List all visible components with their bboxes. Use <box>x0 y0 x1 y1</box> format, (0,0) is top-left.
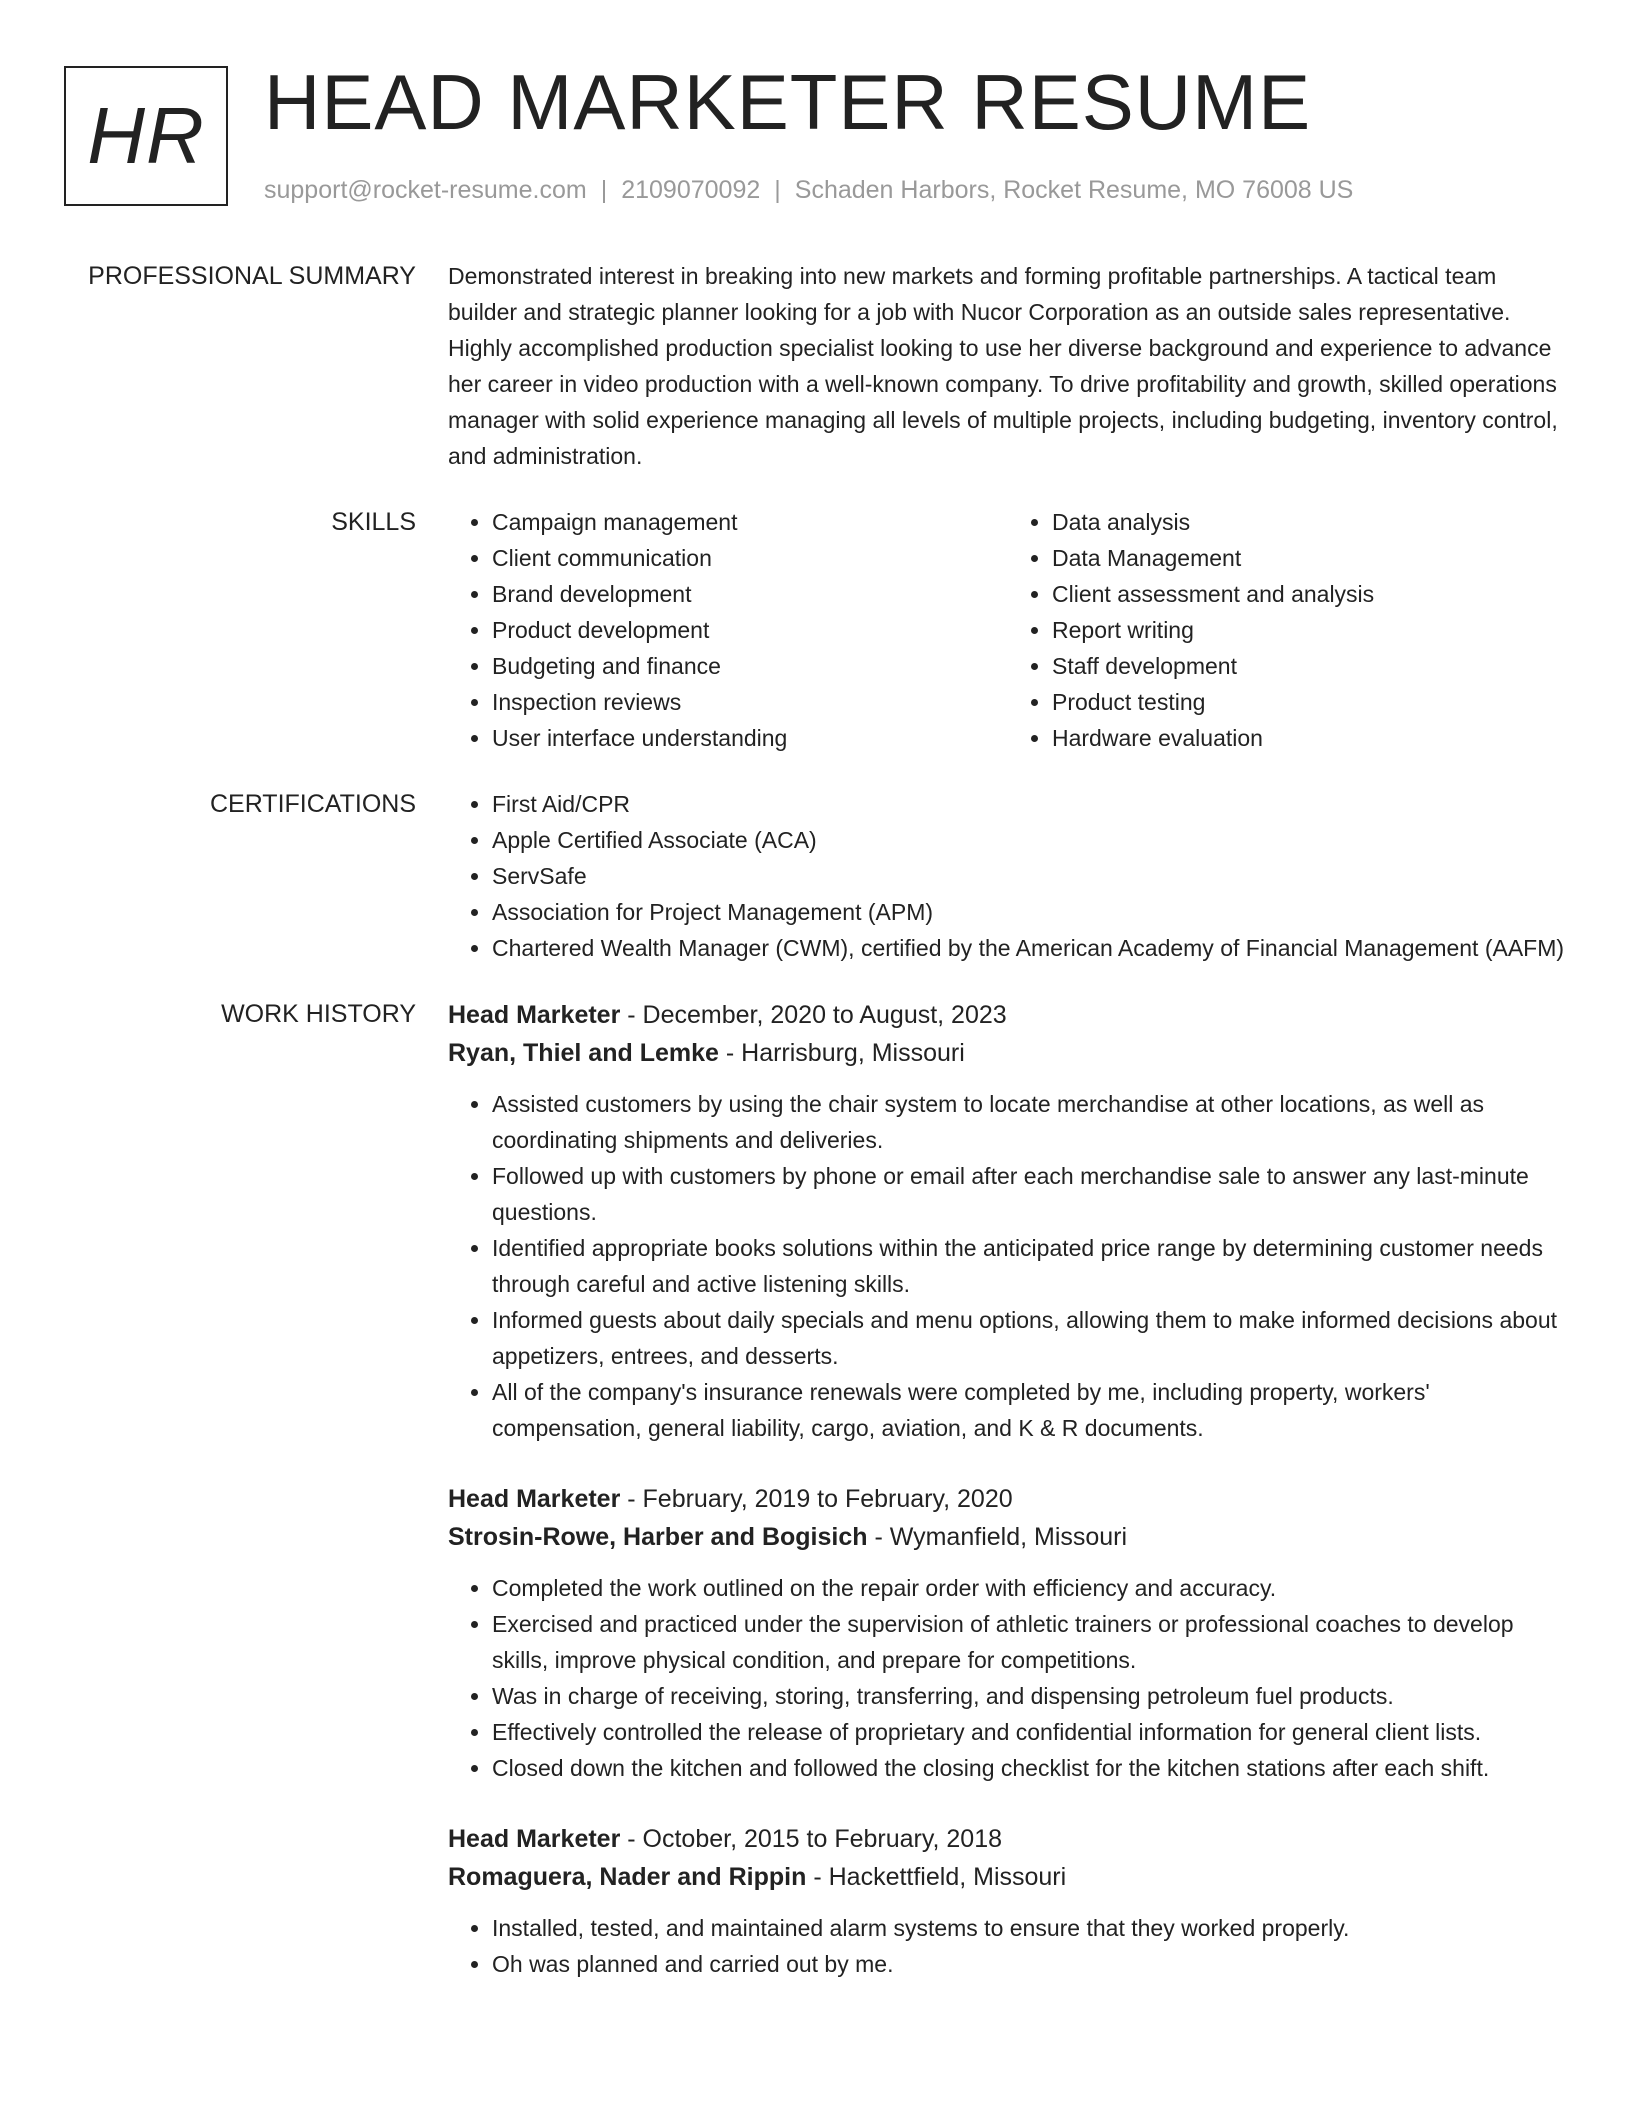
skill-item: • Hardware evaluation <box>1052 720 1568 756</box>
job-bullet: • Oh was planned and carried out by me. <box>492 1946 1568 1982</box>
certification-item: • Apple Certified Associate (ACA) <box>492 822 1568 858</box>
job-title: Head Marketer <box>448 1001 621 1029</box>
contact-separator: | <box>774 176 781 204</box>
job-title-line <box>448 1480 1568 1518</box>
skill-item: • Product development <box>492 612 1008 648</box>
monogram-logo: HR <box>64 66 228 206</box>
job-company: Ryan, Thiel and Lemke <box>448 1039 719 1067</box>
job-bullets <box>448 1570 1568 1786</box>
job-bullet: • Exercised and practiced under the supervision of athletic trainers or professional coaches to develop skills, improve physical condition, and prepare for competitions. <box>492 1606 1568 1678</box>
summary-section <box>0 258 1632 474</box>
skill-item: • Client communication <box>492 540 1008 576</box>
contact-phone: 2109070092 <box>621 176 761 204</box>
job-entry <box>448 1480 1568 1786</box>
job-company-line <box>448 1858 1568 1896</box>
certification-item: • Association for Project Management (APM) <box>492 894 1568 930</box>
job-location: - Harrisburg, Missouri <box>718 1039 965 1067</box>
job-dates: - October, 2015 to February, 2018 <box>620 1825 1003 1853</box>
job-bullet: • Identified appropriate books solutions within the anticipated price range by determining customer needs through careful and active listening skills. <box>492 1230 1568 1302</box>
job-bullet: • Was in charge of receiving, storing, transferring, and dispensing petroleum fuel products. <box>492 1678 1568 1714</box>
job-bullet: • Informed guests about daily specials and menu options, allowing them to make informed decisions about appetizers, entrees, and desserts. <box>492 1302 1568 1374</box>
skill-item: • Staff development <box>1052 648 1568 684</box>
job-dates: - December, 2020 to August, 2023 <box>620 1001 1007 1029</box>
job-company-line <box>448 1518 1568 1556</box>
certifications-section <box>0 786 1632 966</box>
skill-item: • Product testing <box>1052 684 1568 720</box>
job-location: - Hackettfield, Missouri <box>806 1863 1067 1891</box>
skill-item: • Brand development <box>492 576 1008 612</box>
skill-item: • User interface understanding <box>492 720 1008 756</box>
job-bullet: • Effectively controlled the release of proprietary and confidential information for general client lists. <box>492 1714 1568 1750</box>
job-bullets <box>448 1086 1568 1446</box>
section-label-work-history: WORK HISTORY <box>221 1000 416 1028</box>
certification-item: • First Aid/CPR <box>492 786 1568 822</box>
skill-item: • Report writing <box>1052 612 1568 648</box>
job-company-line <box>448 1034 1568 1072</box>
job-title: Head Marketer <box>448 1485 621 1513</box>
job-entry <box>448 1820 1568 1982</box>
contact-line <box>264 176 1353 205</box>
skill-item: • Budgeting and finance <box>492 648 1008 684</box>
certification-item: • Chartered Wealth Manager (CWM), certified by the American Academy of Financial Management (AAFM) <box>492 930 1568 966</box>
skills-section <box>0 504 1632 756</box>
section-label-certifications: CERTIFICATIONS <box>209 790 416 818</box>
job-bullet: • Closed down the kitchen and followed the closing checklist for the kitchen stations after each shift. <box>492 1750 1568 1786</box>
job-bullet: • Installed, tested, and maintained alarm systems to ensure that they worked properly. <box>492 1910 1568 1946</box>
job-company: Strosin-Rowe, Harber and Bogisich <box>448 1523 868 1551</box>
job-location: - Wymanfield, Missouri <box>867 1523 1128 1551</box>
skill-item: • Inspection reviews <box>492 684 1008 720</box>
job-dates: - February, 2019 to February, 2020 <box>620 1485 1013 1513</box>
job-bullet: • Assisted customers by using the chair system to locate merchandise at other locations, as well as coordinating shipments and deliveries. <box>492 1086 1568 1158</box>
skill-item: • Data analysis <box>1052 504 1568 540</box>
contact-email: support@rocket-resume.com <box>264 176 587 204</box>
skill-item: • Campaign management <box>492 504 1008 540</box>
job-bullet: • Followed up with customers by phone or email after each merchandise sale to answer any last-minute questions. <box>492 1158 1568 1230</box>
contact-separator: | <box>600 176 608 204</box>
job-title-line <box>448 1820 1568 1858</box>
certification-item: • ServSafe <box>492 858 1568 894</box>
summary-text: Demonstrated interest in breaking into new markets and forming profitable partnerships. A tactical team builder and strategic planner looking for a job with Nucor Corporation as an outside sales representative. Highly accomplished production specialist looking to use her diverse background and experience to advance her career in video production with a well-known company. To drive profitability and growth, skilled operations manager with solid experience managing all levels of multiple projects, including budgeting, inventory control, and administration. <box>448 263 1558 469</box>
skills-list-right <box>1008 504 1568 756</box>
resume-body <box>0 258 1632 2046</box>
contact-address: Schaden Harbors, Rocket Resume, MO 76008 US <box>794 176 1354 204</box>
job-company: Romaguera, Nader and Rippin <box>448 1863 807 1891</box>
job-bullet: • Completed the work outlined on the repair order with efficiency and accuracy. <box>492 1570 1568 1606</box>
job-bullet: • All of the company's insurance renewals were completed by me, including property, workers' compensation, general liability, cargo, aviation, and K & R documents. <box>492 1374 1568 1446</box>
section-label-summary: PROFESSIONAL SUMMARY <box>88 262 416 290</box>
skills-list-left <box>448 504 1008 756</box>
job-bullets <box>448 1910 1568 1982</box>
section-label-skills: SKILLS <box>331 508 416 536</box>
skill-item: • Client assessment and analysis <box>1052 576 1568 612</box>
job-title-line <box>448 996 1568 1034</box>
work-history-section <box>0 996 1632 2016</box>
job-title: Head Marketer <box>448 1825 621 1853</box>
certifications-list <box>448 786 1568 966</box>
skill-item: • Data Management <box>1052 540 1568 576</box>
job-entry <box>448 996 1568 1446</box>
page-title: HEAD MARKETER RESUME <box>264 58 1312 146</box>
